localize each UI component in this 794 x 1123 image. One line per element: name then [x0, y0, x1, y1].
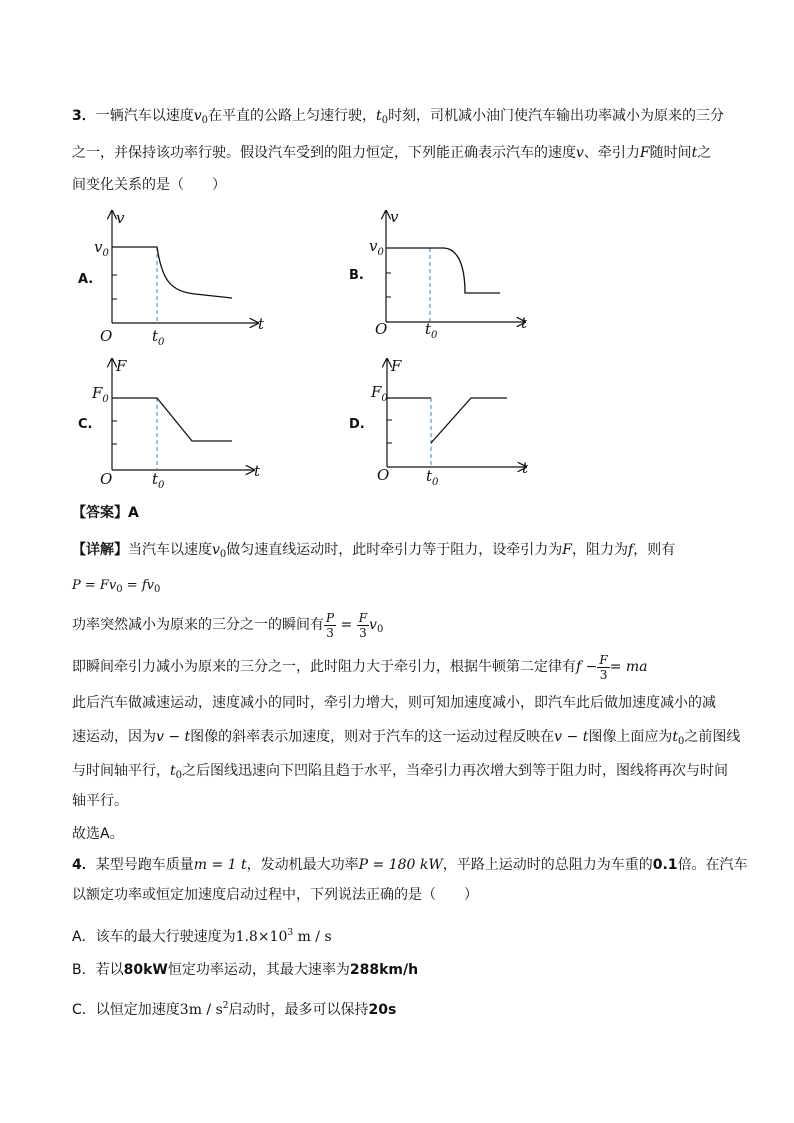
detail-line-8: 轴平行。: [72, 793, 128, 809]
graph-option-c: [70, 355, 280, 499]
q3-line-3: 间变化关系的是（ ）: [72, 177, 226, 193]
graph-a-t0-label: $t_0$: [152, 327, 165, 348]
graph-b-t0-label: $t_0$: [425, 320, 438, 341]
graph-c-x-label: t: [254, 462, 261, 480]
q3-line-2: 之一，并保持该功率行驶。假设汽车受到的阻力恒定，下列能正确表示汽车的速度v、牵引力F随时间t之: [72, 145, 712, 161]
graph-c-y-label: F: [116, 357, 127, 375]
q4-line-2: 以额定功率或恒定加速度启动过程中，下列说法正确的是（ ）: [72, 887, 478, 903]
graph-d-t0-label: $t_0$: [426, 467, 439, 488]
graph-d-curve-after: [431, 398, 507, 443]
graph-b-origin: O: [375, 320, 388, 338]
graph-a-origin: O: [100, 327, 113, 345]
graph-b-option-label: B.: [349, 268, 364, 283]
graph-c-svg: [70, 355, 280, 495]
graph-d-y-label: F: [391, 357, 402, 375]
graph-option-d: [343, 355, 553, 499]
graph-c-curve: [112, 398, 232, 441]
graph-b-y0-label: $v_0$: [369, 237, 384, 258]
graph-b-y-label: v: [390, 208, 399, 226]
answer-value: A: [128, 505, 139, 521]
graph-c-option-label: C.: [78, 417, 93, 432]
graph-b-curve: [386, 248, 500, 293]
graph-a-y-label: v: [116, 209, 125, 227]
graph-c-origin: O: [100, 470, 113, 488]
detail-line-3: 功率突然减小为原来的三分之一的瞬间有 $\frac{P}{3}$ = $\frac{F}{3}$ $v_0$: [72, 610, 384, 640]
fraction-p-over-3: $\frac{P}{3}$: [326, 610, 335, 640]
q3-number: 3．: [72, 108, 96, 124]
graph-option-a: [70, 205, 280, 349]
detail-eq-1: $P = Fv_0 = fv_0$: [72, 578, 161, 595]
graph-d-svg: [343, 355, 553, 495]
graph-d-x-label: t: [522, 459, 529, 477]
detail-line-1: 【详解】当汽车以速度$v_0$做匀速直线运动时，此时牵引力等于阻力，设牵引力为F，阻力为f，则有: [72, 542, 676, 560]
q4-option-a: A．该车的最大行驶速度为$1.8\times 10^3$ m / s: [72, 928, 332, 945]
detail-line-6: 速运动，因为v − t图像的斜率表示加速度，则对于汽车的这一运动过程反映在v − t图像上面应为$t_0$之前图线: [72, 729, 741, 747]
q4-number: 4．: [72, 857, 96, 873]
q3-line-1: 3．一辆汽车以速度$v_0$在平直的公路上匀速行驶，$t_0$时刻，司机减小油门使汽车输出功率减小为原来的三分: [72, 108, 725, 126]
detail-line-4: 即瞬间牵引力减小为原来的三分之一，此时阻力大于牵引力，根据牛顿第二定律有f − $\frac{F}{3}$ = ma: [72, 652, 648, 682]
graph-d-option-label: D.: [349, 417, 365, 432]
fraction-f-over-3: $\frac{F}{3}$: [358, 610, 368, 640]
q4-option-b: B．若以80kW恒定功率运动，其最大速率为288km/h: [72, 962, 419, 978]
fraction-f-over-3-b: $\frac{F}{3}$: [599, 652, 608, 682]
detail-line-9: 故选A。: [72, 826, 124, 842]
answer-line: 【答案】A: [72, 505, 139, 521]
graph-b-svg: [343, 205, 553, 345]
graph-a-curve: [112, 247, 232, 298]
graph-a-x-label: t: [258, 315, 265, 333]
detail-line-5: 此后汽车做减速运动，速度减小的同时，牵引力增大，则可知加速度减小，即汽车此后做加速度减小的减: [72, 695, 716, 711]
graph-b-x-label: t: [521, 314, 528, 332]
graph-a-svg: [70, 205, 280, 348]
graph-a-y0-label: $v_0$: [94, 238, 109, 259]
graph-d-origin: O: [377, 466, 390, 484]
detail-line-7: 与时间轴平行，$t_0$之后图线迅速向下凹陷且趋于水平，当牵引力再次增大到等于阻力时，图线将再次与时间: [72, 763, 729, 781]
graph-c-y0-label: $F_0$: [92, 384, 109, 405]
q4-line-1: 4．某型号跑车质量m = 1 t，发动机最大功率P = 180 kW，平路上运动时的总阻力为车重的0.1倍。在汽车: [72, 857, 748, 873]
q4-option-c: C．以恒定加速度$3m / s^2$启动时，最多可以保持20s: [72, 1001, 397, 1018]
graph-d-y0-label: $F_0$: [371, 383, 388, 404]
graph-a-option-label: A.: [78, 272, 94, 287]
graph-option-b: [343, 205, 553, 349]
graph-c-t0-label: $t_0$: [152, 470, 165, 491]
